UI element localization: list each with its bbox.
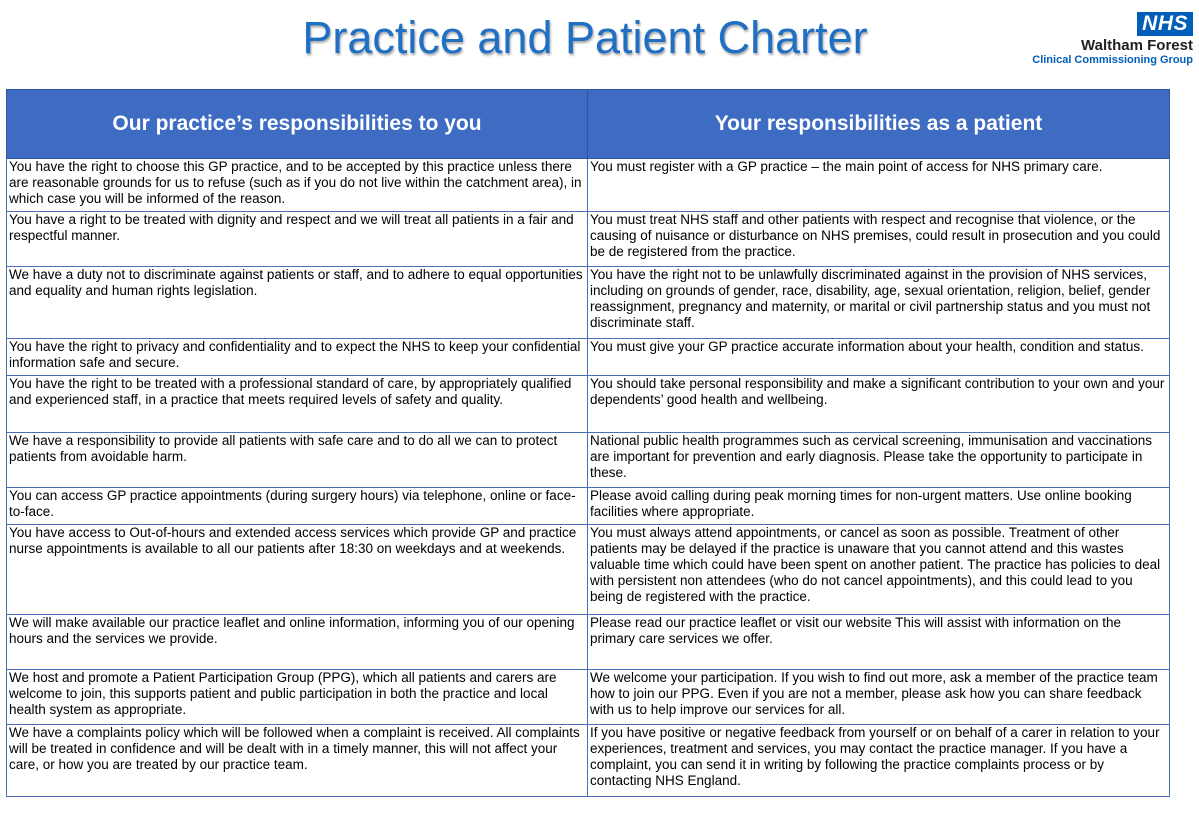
logo-org-sub: Clinical Commissioning Group	[1032, 54, 1193, 66]
practice-responsibility-cell: We have a responsibility to provide all patients with safe care and to do all we can to protect patients from avoidable harm.	[7, 433, 588, 488]
practice-responsibility-cell: We will make available our practice leaflet and online information, informing you of our opening hours and the services we provide.	[7, 615, 588, 670]
patient-responsibility-cell: You must treat NHS staff and other patients with respect and recognise that violence, or the causing of nuisance or disturbance on NHS premises, could result in prosecution and you could be de registered from the practice.	[588, 212, 1170, 267]
nhs-badge: NHS	[1137, 12, 1193, 36]
practice-column-header: Our practice’s responsibilities to you	[7, 90, 588, 159]
header-row	[7, 90, 1170, 159]
charter-table	[6, 89, 1170, 797]
table-row	[7, 212, 1170, 267]
practice-responsibility-cell: You have the right to privacy and confidentiality and to expect the NHS to keep your confidential information safe and secure.	[7, 339, 588, 376]
patient-responsibility-cell: National public health programmes such as cervical screening, immunisation and vaccinations are important for prevention and early diagnosis. Please take the opportunity to participate in these.	[588, 433, 1170, 488]
practice-responsibility-cell: You can access GP practice appointments (during surgery hours) via telephone, online or face-to-face.	[7, 488, 588, 525]
patient-responsibility-cell: We welcome your participation. If you wish to find out more, ask a member of the practice team how to join our PPG. Even if you are not a member, please ask how you can share feedback with us to help improve our services for all.	[588, 670, 1170, 725]
patient-responsibility-cell: You must give your GP practice accurate information about your health, condition and status.	[588, 339, 1170, 376]
practice-responsibility-cell: We have a duty not to discriminate against patients or staff, and to adhere to equal opportunities and equality and human rights legislation.	[7, 267, 588, 339]
practice-responsibility-cell: You have the right to choose this GP practice, and to be accepted by this practice unless there are reasonable grounds for us to refuse (such as if you do not live within the catchment area), in which case you will be informed of the reason.	[7, 159, 588, 212]
practice-responsibility-cell: You have access to Out-of-hours and extended access services which provide GP and practice nurse appointments is available to all our patients after 18:30 on weekdays and at weekends.	[7, 525, 588, 615]
table-row	[7, 433, 1170, 488]
table-row	[7, 267, 1170, 339]
table-row	[7, 525, 1170, 615]
nhs-logo	[1013, 12, 1193, 67]
logo-org-name: Waltham Forest	[1081, 37, 1193, 54]
patient-responsibility-cell: You have the right not to be unlawfully discriminated against in the provision of NHS services, including on grounds of gender, race, disability, age, sexual orientation, religion, belief, gender reassignment, pregnancy and maternity, or marital or civil partnership status and you must not discriminate staff.	[588, 267, 1170, 339]
table-row	[7, 376, 1170, 433]
table-row	[7, 725, 1170, 797]
patient-responsibility-cell: You must always attend appointments, or cancel as soon as possible. Treatment of other patients may be delayed if the practice is unaware that you cannot attend and this wastes valuable time which could have been spent on another patient. The practice has policies to deal with persistent non attendees (who do not cancel appointments), and this could lead to you being de registered with the practice.	[588, 525, 1170, 615]
table-row	[7, 159, 1170, 212]
patient-responsibility-cell: If you have positive or negative feedback from yourself or on behalf of a carer in relation to your experiences, treatment and services, you may contact the practice manager. If you have a complaint, you can send it in writing by following the practice complaints process or by contacting NHS England.	[588, 725, 1170, 797]
table-row	[7, 615, 1170, 670]
practice-responsibility-cell: You have the right to be treated with a professional standard of care, by appropriately qualified and experienced staff, in a practice that meets required levels of safety and quality.	[7, 376, 588, 433]
charter-body	[7, 159, 1170, 797]
page-title: Practice and Patient Charter	[302, 12, 868, 63]
practice-responsibility-cell: We host and promote a Patient Participation Group (PPG), which all patients and carers are welcome to join, this supports patient and public participation in both the practice and local health system as appropriate.	[7, 670, 588, 725]
table-row	[7, 488, 1170, 525]
patient-responsibility-cell: Please read our practice leaflet or visit our website This will assist with information on the primary care services we offer.	[588, 615, 1170, 670]
patient-column-header: Your responsibilities as a patient	[588, 90, 1170, 159]
patient-responsibility-cell: Please avoid calling during peak morning times for non-urgent matters. Use online booking facilities where appropriate.	[588, 488, 1170, 525]
patient-responsibility-cell: You should take personal responsibility and make a significant contribution to your own and your dependents’ good health and wellbeing.	[588, 376, 1170, 433]
table-row	[7, 670, 1170, 725]
practice-responsibility-cell: We have a complaints policy which will be followed when a complaint is received. All complaints will be treated in confidence and will be dealt with in a timely manner, this will not affect your care, or how you are treated by our practice team.	[7, 725, 588, 797]
patient-responsibility-cell: You must register with a GP practice – the main point of access for NHS primary care.	[588, 159, 1170, 212]
table-row	[7, 339, 1170, 376]
practice-responsibility-cell: You have a right to be treated with dignity and respect and we will treat all patients in a fair and respectful manner.	[7, 212, 588, 267]
